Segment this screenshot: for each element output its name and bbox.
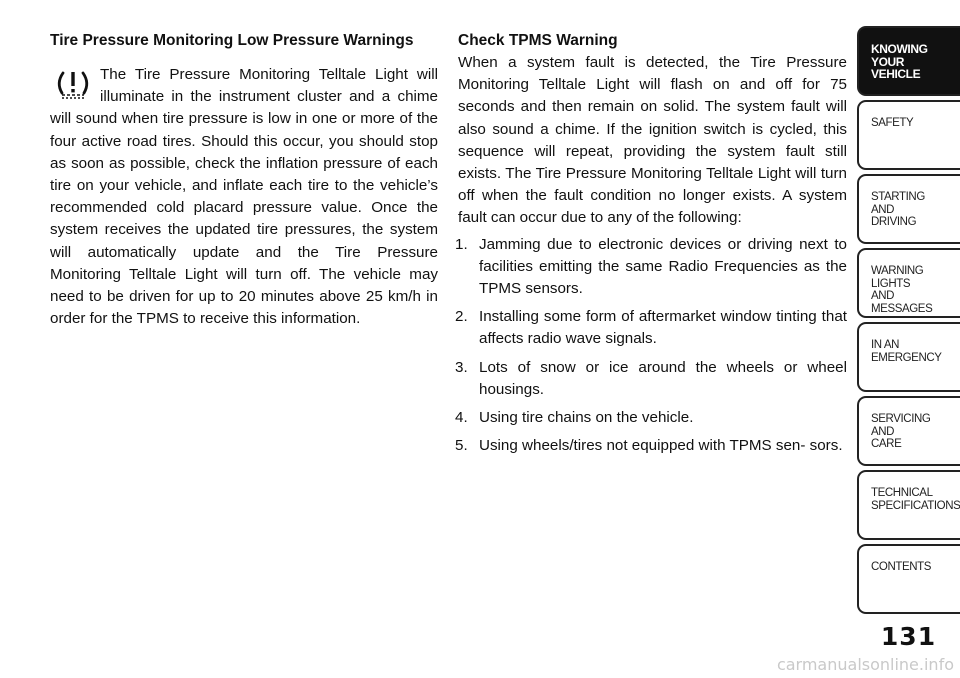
tab-label-line: CONTENTS xyxy=(871,561,932,573)
list-item-number: 2. xyxy=(455,308,468,326)
section-heading-check-tpms: Check TPMS Warning xyxy=(458,32,618,49)
watermark: carmanualsonline.info xyxy=(776,655,954,674)
left-column xyxy=(50,30,438,330)
tab-label-line: AND xyxy=(871,290,895,302)
list-item xyxy=(455,234,847,301)
tab-label-line: DRIVING xyxy=(871,216,917,228)
tab-label-line: TECHNICAL xyxy=(871,487,933,499)
list-item xyxy=(455,357,847,401)
list-item xyxy=(455,435,847,457)
tab-label-line: LIGHTS xyxy=(871,277,911,290)
list-item-text: Installing some form of aftermarket window tinting that affects radio wave signals. xyxy=(479,308,847,348)
tab-label-line: SERVICING xyxy=(871,413,931,425)
tab-servicing-and-care[interactable] xyxy=(857,396,960,466)
right-column xyxy=(455,30,847,463)
list-item xyxy=(455,407,847,429)
tab-label-line: YOUR xyxy=(871,54,905,69)
list-item-number: 3. xyxy=(455,358,468,376)
tab-label-line: AND xyxy=(871,203,895,216)
list-item-text: Using tire chains on the vehicle. xyxy=(479,409,694,427)
check-tpms-paragraph: When a system fault is detected, the Tire Pressure Monitoring Telltale Light will flash on and off for 75 seconds and then remain on solid. The system fault will also sound a chime. If the ignition switch is cycled, this sequence will repeat, providing the system fault still exists. The Tire Pressure Monitoring Telltale Light will turn off when the fault condition no longer exists. A system fault can occur due to any of the following: xyxy=(458,54,847,227)
list-item-text: Lots of snow or ice around the wheels or wheel housings. xyxy=(479,358,847,398)
tab-contents[interactable] xyxy=(857,544,960,614)
list-item-text: Using wheels/tires not equipped with TPMS sen- sors. xyxy=(479,437,843,455)
tab-warning-lights-and-messages[interactable] xyxy=(857,248,960,318)
tab-label-line: AND xyxy=(871,425,895,438)
tab-label-line: KNOWING xyxy=(871,42,928,56)
tab-label-line: EMERGENCY xyxy=(871,351,942,364)
list-item-number: 1. xyxy=(455,235,468,253)
tab-safety[interactable] xyxy=(857,100,960,170)
section-heading-low-pressure: Tire Pressure Monitoring Low Pressure Warnings xyxy=(50,32,414,49)
list-item-number: 4. xyxy=(455,409,468,427)
tab-technical-specifications[interactable] xyxy=(857,470,960,540)
tab-knowing-your-vehicle[interactable] xyxy=(857,26,960,96)
tab-starting-and-driving[interactable] xyxy=(857,174,960,244)
low-pressure-warning-block xyxy=(50,64,438,330)
low-pressure-paragraph: The Tire Pressure Monitoring Telltale Light will illuminate in the instrument cluster and a chime will sound when tire pressure is low in one or more of the four active road tires. Should this occur, you should stop as soon as possible, check the inflation pressure of each tire on your vehicle, and inflate each tire to the vehicle’s recommended cold placard pressure value. Once the system receives the updated tire pressures, the system will automatically update and the Tire Pressure Monitoring Telltale Light will turn off. The vehicle may need to be driven for up to 20 minutes above 25 km/h in order for the TPMS to receive this information. xyxy=(50,66,438,328)
tab-label-line: CARE xyxy=(871,438,902,450)
tab-label-line: VEHICLE xyxy=(871,67,921,81)
tab-in-an-emergency[interactable] xyxy=(857,322,960,392)
page-number: 131 xyxy=(880,622,937,651)
list-item-text: Jamming due to electronic devices or driving next to facilities emitting the same Radio Frequencies as the TPMS sensors. xyxy=(479,235,847,298)
tab-label-line: MESSAGES xyxy=(871,302,933,315)
list-item xyxy=(455,306,847,350)
tab-label-line: STARTING xyxy=(871,191,925,203)
tab-label-line: SAFETY xyxy=(871,117,914,129)
list-item-number: 5. xyxy=(455,437,468,455)
tpms-warning-icon xyxy=(54,66,92,104)
tab-label-line: WARNING xyxy=(871,265,924,277)
tab-label-line: SPECIFICATIONS xyxy=(871,499,960,512)
fault-cause-list xyxy=(455,234,847,458)
chapter-tabs-sidebar xyxy=(857,26,960,618)
tab-label-line: IN AN xyxy=(871,339,900,351)
